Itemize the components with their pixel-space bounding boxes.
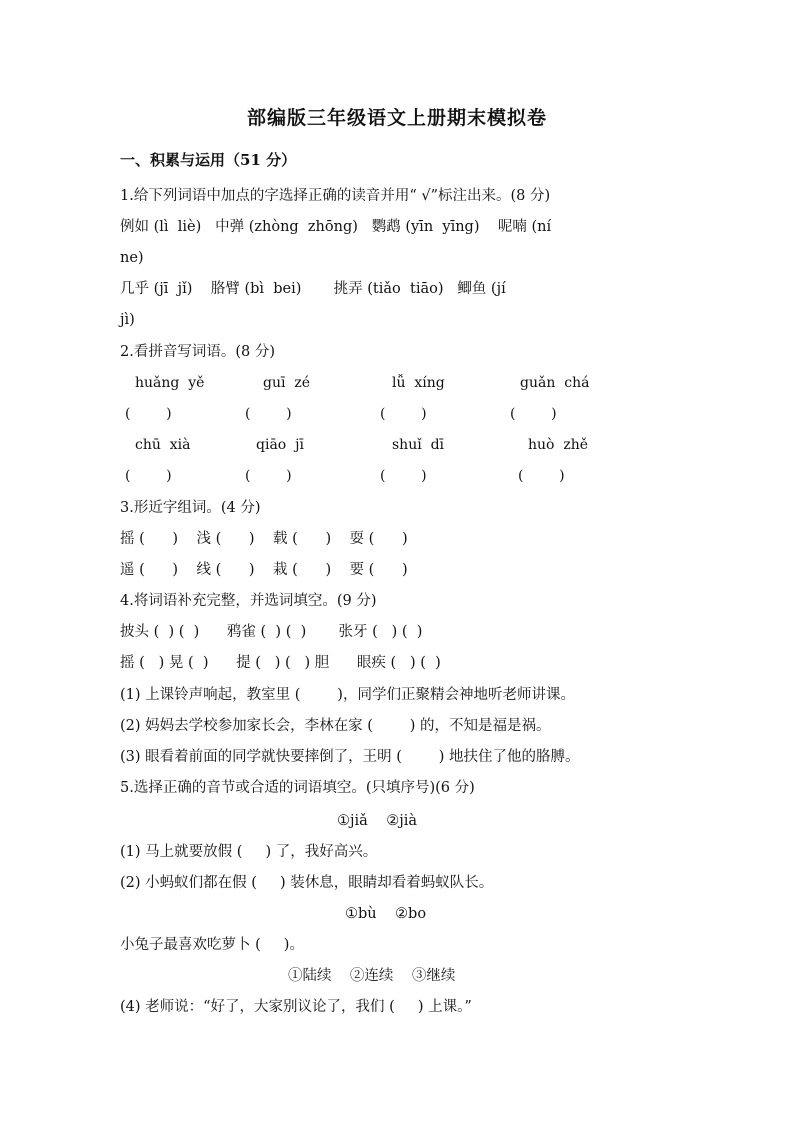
answer-box[interactable]: ( ) xyxy=(380,406,427,422)
pinyin-item: qiāo jī xyxy=(256,437,304,453)
q4-row: 摇 ( ) 晃 ( ) 提 ( ) ( ) 胆 眼疾 ( ) ( ) xyxy=(120,655,441,671)
answer-box[interactable]: ( ) xyxy=(245,406,292,422)
q1-line: 例如 (lì liè) 中弹 (zhòng zhōng) 鹦鹉 (yīn yīng) 呢喃 (ní xyxy=(120,219,552,235)
pinyin-item: lǚ xíng xyxy=(392,375,445,391)
q5-options: ①jiǎ ②jià xyxy=(337,813,417,829)
pinyin-item: chū xià xyxy=(135,437,191,453)
q1-prompt: 1.给下列词语中加点的字选择正确的读音并用“ √”标注出来。(8 分) xyxy=(120,188,551,204)
answer-box[interactable]: ( ) xyxy=(510,406,557,422)
q1-line-wrap: jì) xyxy=(120,312,135,328)
answer-box[interactable]: ( ) xyxy=(380,468,427,484)
q5-sentence: (2) 小蚂蚁们都在假 ( ) 装休息，眼睛却看着蚂蚁队长。 xyxy=(120,875,494,891)
q2-prompt: 2.看拼音写词语。(8 分) xyxy=(120,344,275,360)
q4-prompt: 4.将词语补充完整，并选词填空。(9 分) xyxy=(120,593,377,609)
q4-sentence: (1) 上课铃声响起，教室里 ( )，同学们正聚精会神地听老师讲课。 xyxy=(120,687,575,703)
q5-sentence: 小兔子最喜欢吃萝卜 ( )。 xyxy=(120,937,304,953)
q5-sentence: (4) 老师说：“好了，大家别议论了，我们 ( ) 上课。” xyxy=(120,999,472,1015)
q4-sentence: (2) 妈妈去学校参加家长会，李林在家 ( ) 的，不知是福是祸。 xyxy=(120,718,551,734)
pinyin-item: guī zé xyxy=(263,375,311,391)
q5-sentence: (1) 马上就要放假 ( ) 了，我好高兴。 xyxy=(120,844,378,860)
pinyin-item: huǎng yě xyxy=(135,375,205,391)
section-heading: 一、积累与运用（51 分） xyxy=(120,151,297,169)
answer-box[interactable]: ( ) xyxy=(125,468,172,484)
q5-options: ①陆续 ②连续 ③继续 xyxy=(288,968,456,984)
q1-line-wrap: ne) xyxy=(120,250,144,266)
answer-box[interactable]: ( ) xyxy=(125,406,172,422)
pinyin-item: shuǐ dī xyxy=(392,437,445,453)
q3-row: 摇 ( ) 浅 ( ) 载 ( ) 耍 ( ) xyxy=(120,531,408,547)
q3-row: 遥 ( ) 线 ( ) 栽 ( ) 要 ( ) xyxy=(120,562,408,578)
page-title: 部编版三年级语文上册期末模拟卷 xyxy=(246,107,547,129)
pinyin-item: guǎn chá xyxy=(520,375,590,391)
answer-box[interactable]: ( ) xyxy=(518,468,565,484)
q3-prompt: 3.形近字组词。(4 分) xyxy=(120,500,261,516)
q4-sentence: (3) 眼看着前面的同学就快要摔倒了，王明 ( ) 地扶住了他的胳膊。 xyxy=(120,749,580,765)
q4-row: 披头 ( ) ( ) 鸦雀 ( ) ( ) 张牙 ( ) ( ) xyxy=(120,624,423,640)
q5-prompt: 5.选择正确的音节或合适的词语填空。(只填序号)(6 分) xyxy=(120,780,475,796)
q5-options: ①bù ②bo xyxy=(345,906,427,922)
pinyin-item: huò zhě xyxy=(528,437,589,453)
answer-box[interactable]: ( ) xyxy=(245,468,292,484)
q1-line: 几乎 (jī jǐ) 胳臂 (bì bei) 挑弄 (tiǎo tiāo) 鲫鱼 (jí xyxy=(120,281,506,297)
